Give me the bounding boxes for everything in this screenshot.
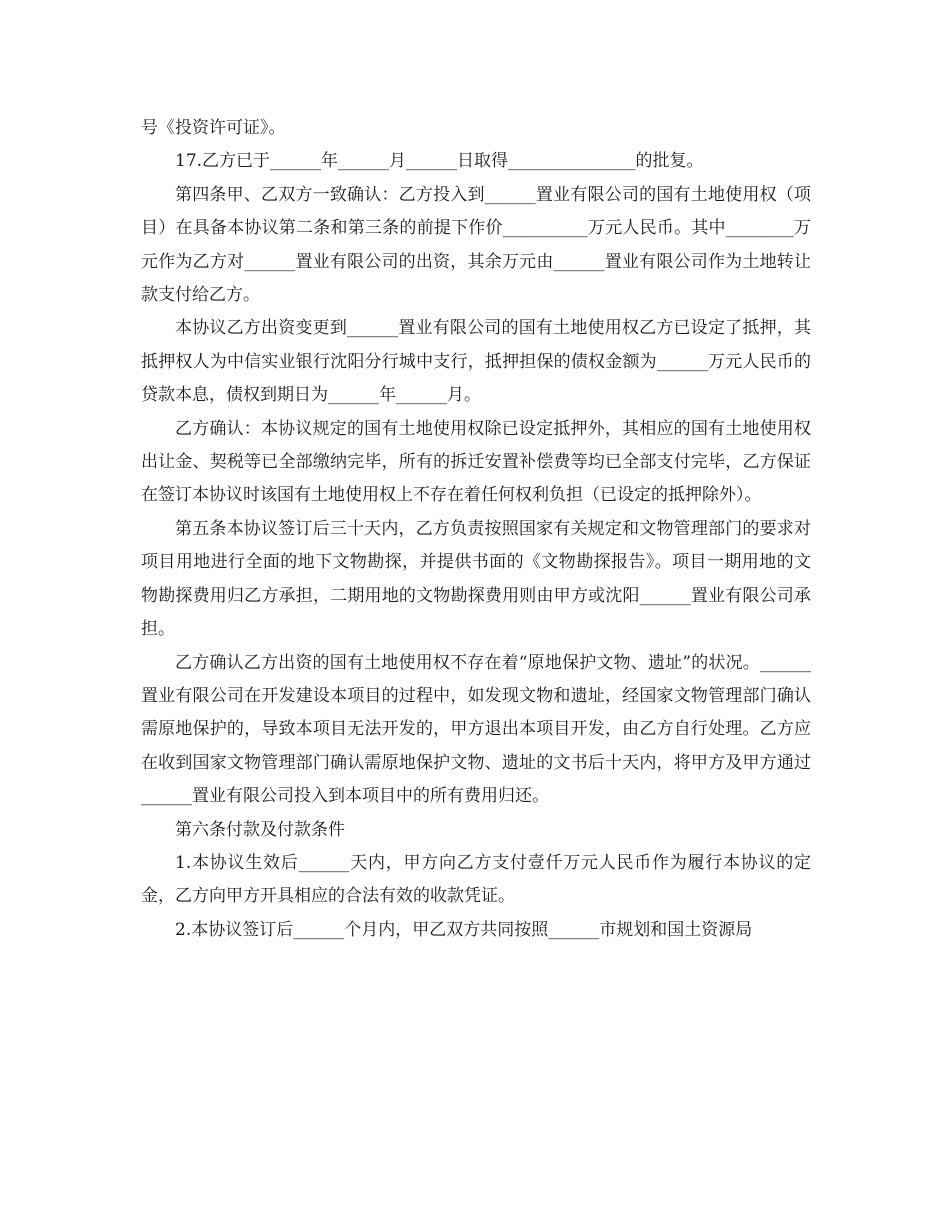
paragraph-party-b-confirmation: 乙方确认：本协议规定的国有土地使用权除已设定抵押外，其相应的国有土地使用权出让金、契税等已全部缴纳完毕，所有的拆迁安置补偿费等均已全部支付完毕，乙方保证在签订本协议时该国有土地使用权上不存在着任何权利负担（已设定的抵押除外）。 (141, 418, 811, 506)
heading-article-6: 第六条付款及付款条件 (175, 819, 345, 840)
document-page (141, 112, 811, 947)
paragraph-license-end: 号《投资许可证》。 (141, 118, 286, 138)
paragraph-mortgage: 本协议乙方出资变更到______置业有限公司的国有土地使用权乙方已设定了抵押，其抵押权人为中信实业银行沈阳分行城中支行，抵押担保的债权金额为______万元人民币的贷款本息，债权到期日为______年______月。 (141, 318, 811, 406)
paragraph-article-5: 第五条本协议签订后三十天内，乙方负责按照国家有关规定和文物管理部门的要求对项目用地进行全面的地下文物勘探，并提供书面的《文物勘探报告》。项目一期用地的文物勘探费用归乙方承担，二期用地的文物勘探费用则由甲方或沈阳______置业有限公司承担。 (141, 518, 811, 640)
paragraph-relics-confirmation: 乙方确认乙方出资的国有土地使用权不存在着“原地保护文物、遗址”的状况。______置业有限公司在开发建设本项目的过程中，如发现文物和遗址，经国家文物管理部门确认需原地保护的，导致本项目无法开发的，甲方退出本项目开发，由乙方自行处理。乙方应在收到国家文物管理部门确认需原地保护文物、遗址的文书后十天内，将甲方及甲方通过______置业有限公司投入到本项目中的所有费用归还。 (141, 652, 811, 807)
paragraph-article-4: 第四条甲、乙双方一致确认：乙方投入到______置业有限公司的国有土地使用权（项目）在具备本协议第二条和第三条的前提下作价__________万元人民币。其中________万元作为乙方对______置业有限公司的出资，其余万元由______置业有限公司作为土地转让款支付给乙方。 (141, 184, 811, 306)
paragraph-payment-1: 1.本协议生效后______天内，甲方向乙方支付壹仟万元人民币作为履行本协议的定金，乙方向甲方开具相应的合法有效的收款凭证。 (141, 852, 811, 907)
paragraph-clause-17: 17.乙方已于______年______月______日取得_______________的批复。 (175, 151, 704, 172)
paragraph-payment-2: 2.本协议签订后______个月内，甲乙双方共同按照______市规划和国土资源局 (175, 919, 753, 940)
